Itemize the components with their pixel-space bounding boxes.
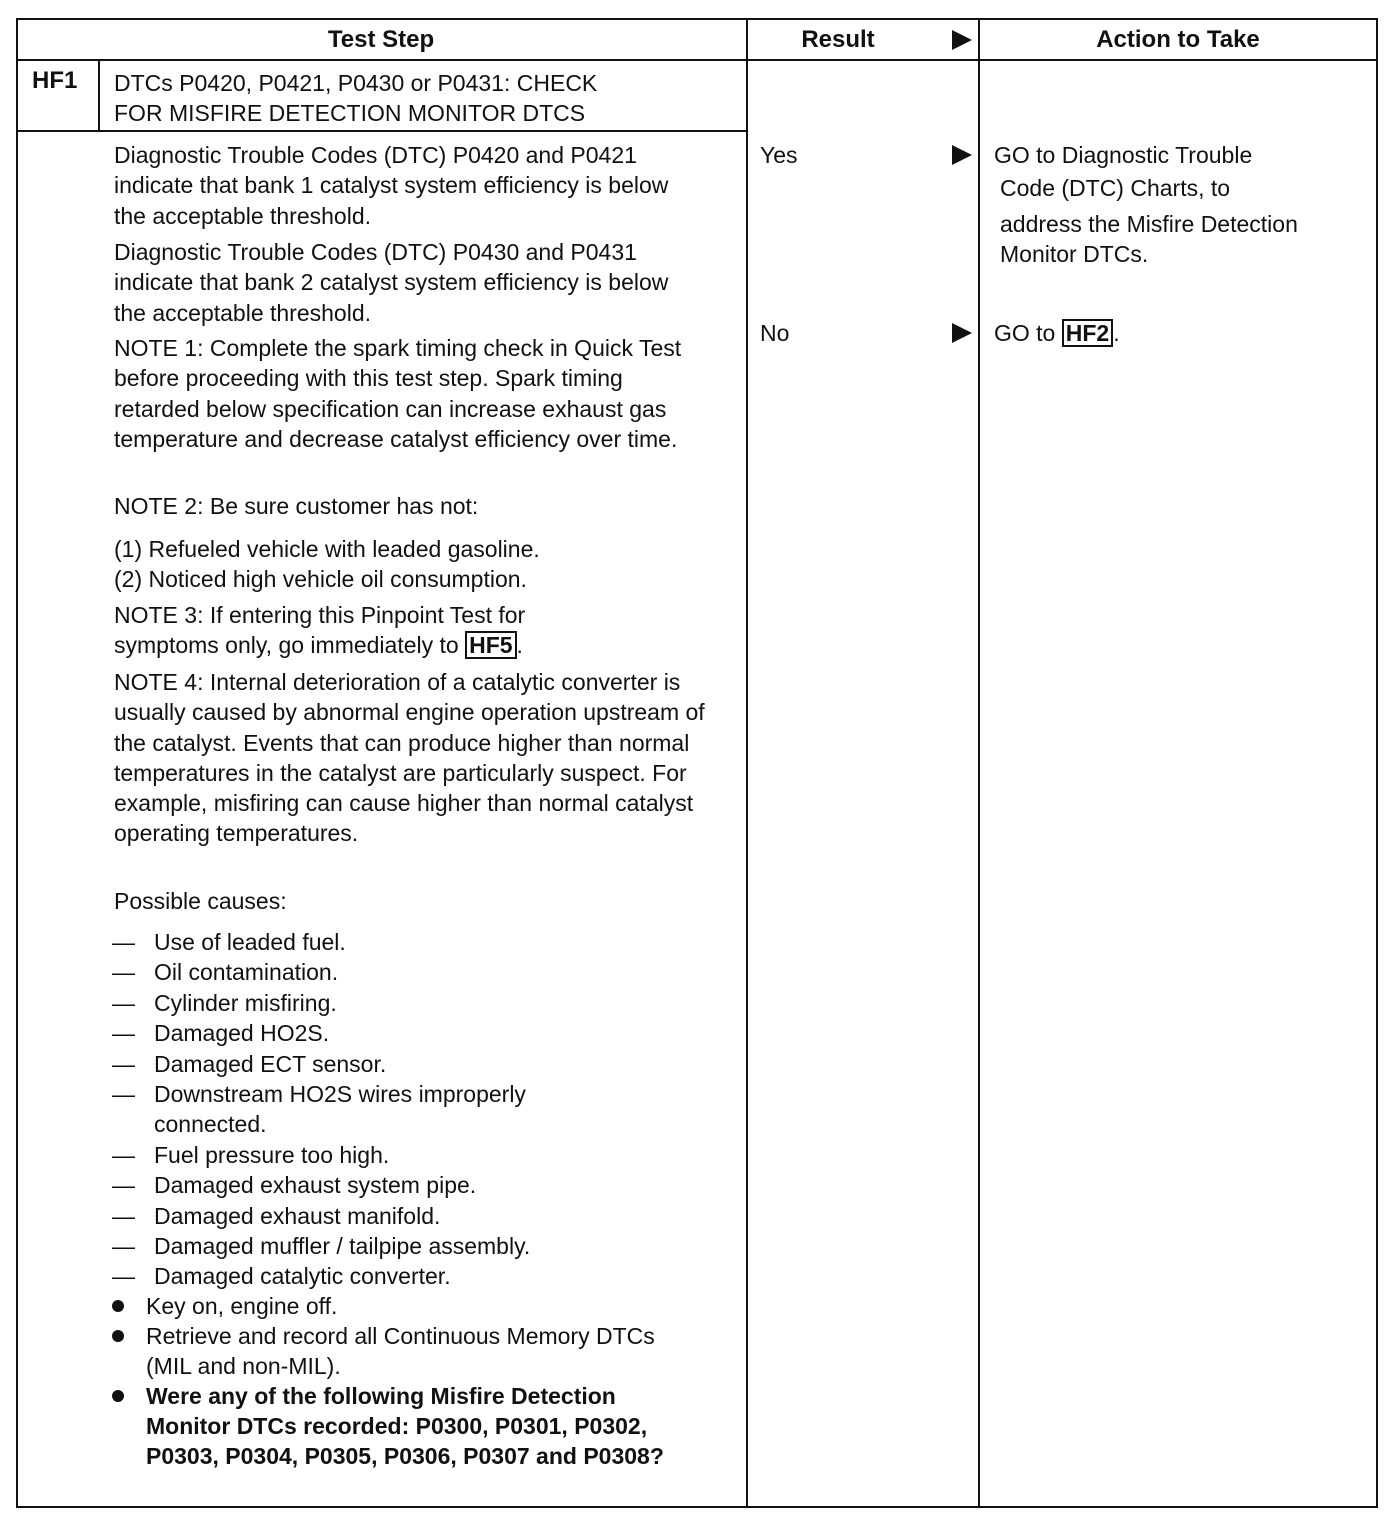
action-yes-line2: Code (DTC) Charts, to xyxy=(1000,175,1231,201)
note-3-ref-hf5[interactable]: HF5 xyxy=(465,631,516,659)
cause-item: — Damaged HO2S. xyxy=(112,1018,672,1048)
possible-causes-label: Possible causes: xyxy=(114,888,287,914)
note-2-item-2: (2) Noticed high vehicle oil consumption. xyxy=(114,566,527,592)
column-divider-2 xyxy=(978,18,980,1508)
cause-item: — Use of leaded fuel. xyxy=(112,927,672,957)
step-id: HF1 xyxy=(32,67,78,94)
action-yes-line4: Monitor DTCs. xyxy=(1000,241,1149,267)
note-2: NOTE 2: Be sure customer has not: xyxy=(114,493,479,519)
bullet-icon xyxy=(112,1330,124,1342)
action-no-text: GO to xyxy=(994,320,1062,346)
action-no-suffix: . xyxy=(1113,320,1120,346)
cause-item: — Damaged exhaust manifold. xyxy=(112,1201,672,1231)
cause-item: — Downstream HO2S wires improperly connected. xyxy=(112,1079,594,1140)
header-arrow-icon xyxy=(952,30,972,50)
action-yes-line3: address the Misfire Detection xyxy=(1000,211,1298,237)
step-title-line1: DTCs P0420, P0421, P0430 or P0431: CHECK xyxy=(114,70,598,96)
note-1: NOTE 1: Complete the spark timing check in Quick Test before proceeding with this test step. Spark timing retarded below specification can increase exhaust gas temperature and decrease catalyst efficiency over time. xyxy=(114,335,682,452)
header-action: Action to Take xyxy=(1096,26,1260,53)
procedure-text: Retrieve and record all Continuous Memory DTCs (MIL and non-MIL). xyxy=(146,1323,655,1379)
action-no-ref-hf2[interactable]: HF2 xyxy=(1062,319,1113,347)
paragraph-bank2: Diagnostic Trouble Codes (DTC) P0430 and P0431 indicate that bank 2 catalyst system efficiency is below the acceptable threshold. xyxy=(114,239,669,326)
cause-item: — Damaged ECT sensor. xyxy=(112,1049,672,1079)
result-yes: Yes xyxy=(760,142,798,168)
diagnostic-table xyxy=(16,18,1378,1508)
paragraph-bank1: Diagnostic Trouble Codes (DTC) P0420 and P0421 indicate that bank 1 catalyst system efficiency is below the acceptable threshold. xyxy=(114,142,669,229)
step-id-divider xyxy=(98,59,100,131)
causes-list xyxy=(112,927,672,1292)
cause-item: — Fuel pressure too high. xyxy=(112,1140,672,1170)
result-no: No xyxy=(760,320,790,346)
action-no xyxy=(994,318,1120,348)
note-4: NOTE 4: Internal deterioration of a catalytic converter is usually caused by abnormal engine operation upstream of the catalyst. Events that can produce higher than normal temperatures in the catalyst are particularly suspect. For example, misfiring can cause higher than normal catalyst operating temperatures. xyxy=(114,669,705,847)
header-test-step: Test Step xyxy=(327,26,435,53)
cause-item: — Damaged catalytic converter. xyxy=(112,1261,672,1291)
result-no-arrow-icon xyxy=(952,323,972,343)
cause-item: — Oil contamination. xyxy=(112,957,672,987)
column-divider-1 xyxy=(746,18,748,1508)
cause-item: — Damaged exhaust system pipe. xyxy=(112,1170,672,1200)
bullet-icon xyxy=(112,1300,124,1312)
question-text: Were any of the following Misfire Detection Monitor DTCs recorded: P0300, P0301, P0302, P0303, P0304, P0305, P0306, P0307 and P0308? xyxy=(146,1383,664,1469)
cause-item: — Damaged muffler / tailpipe assembly. xyxy=(112,1231,672,1261)
procedure-text: Key on, engine off. xyxy=(146,1293,338,1319)
note-3-text: NOTE 3: If entering this Pinpoint Test for symptoms only, go immediately to xyxy=(114,602,526,659)
header-result: Result xyxy=(801,26,875,53)
procedure-item xyxy=(110,1321,686,1381)
note-3 xyxy=(114,600,614,661)
procedure-item xyxy=(110,1291,710,1321)
note-3-suffix: . xyxy=(516,632,523,659)
bullet-icon xyxy=(112,1390,124,1402)
step-title-line2: FOR MISFIRE DETECTION MONITOR DTCS xyxy=(114,100,586,126)
cause-item: — Cylinder misfiring. xyxy=(112,988,672,1018)
procedure-list xyxy=(110,1291,710,1471)
step-title-divider xyxy=(16,130,748,132)
action-yes-line1: GO to Diagnostic Trouble xyxy=(994,142,1253,168)
note-2-item-1: (1) Refueled vehicle with leaded gasoline. xyxy=(114,536,540,562)
result-yes-arrow-icon xyxy=(952,145,972,165)
procedure-question xyxy=(110,1381,706,1471)
